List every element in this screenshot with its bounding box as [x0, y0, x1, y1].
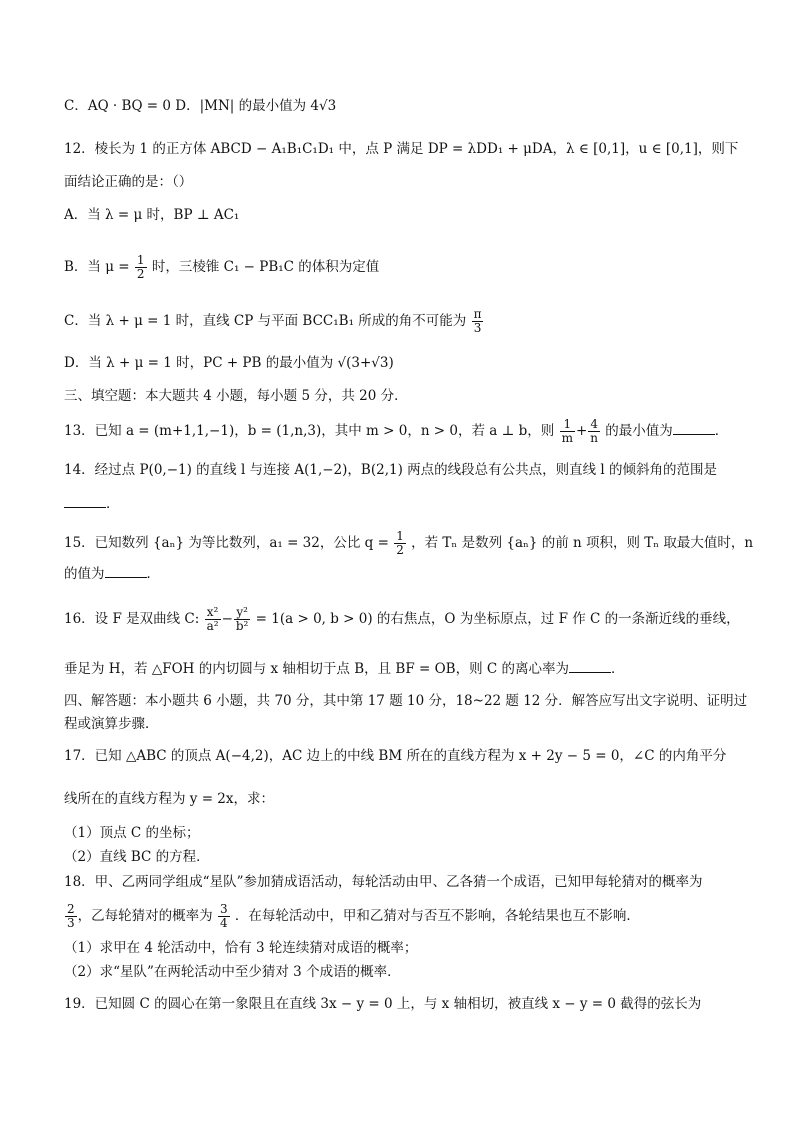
fraction-1-over-m [560, 418, 575, 445]
fraction-numerator: y² [234, 606, 251, 620]
fraction-one-half [394, 530, 406, 557]
q12-option-d-text: D．当 λ + μ = 1 时，PC + PB 的最小值为 √(3+√3) [64, 355, 394, 371]
q14-text: 14．经过点 P(0,−1) 的直线 l 与连接 A(1,−2)，B(2,1) 两点的线段总有公共点，则直线 l 的倾斜角的范围是 [64, 462, 718, 478]
q12-option-a-text: A．当 λ = μ 时，BP ⊥ AC₁ [64, 207, 240, 223]
answer-blank[interactable] [569, 660, 611, 673]
q18-text: 18．甲、乙两同学组成“星队”参加猜成语活动，每轮活动由甲、乙各猜一个成语，已知甲每轮猜对的概率为 [64, 874, 703, 890]
fraction-numerator: 1 [560, 418, 575, 432]
q18-part2-text: （2）求“星队”在两轮活动中至少猜对 3 个成语的概率． [64, 964, 401, 980]
q11-option-text: C．AQ · BQ = 0 D．|MN| 的最小值为 4√3 [64, 98, 337, 114]
section-four-heading-2 [64, 714, 744, 734]
q16-text-c: 垂足为 H，若 △FOH 的内切圆与 x 轴相切于点 B，且 BF = OB，则 C 的离心率为 [64, 661, 570, 677]
answer-blank[interactable] [673, 422, 715, 435]
q15-text-a: 15．已知数列 {aₙ} 为等比数列，a₁ = 32，公比 q = [64, 535, 389, 551]
fraction-4-over-n [588, 418, 600, 445]
q18-part1 [64, 938, 744, 958]
fraction-denominator: 2 [396, 543, 404, 557]
q15-line2: 的值为 ． [64, 566, 160, 582]
q17-line1 [64, 746, 744, 766]
q13-text-a: 13．已知 a = (m+1,1,−1)，b = (1,n,3)，其中 m > 0，n > 0，若 a ⊥ b，则 [64, 423, 555, 439]
fraction-three-fourths [218, 903, 230, 930]
q13-text-b: 的最小值为 [605, 423, 673, 439]
q15-text-c: 的值为 [64, 566, 105, 582]
fraction-numerator: 1 [396, 529, 404, 543]
q12-stem-text: 12．棱长为 1 的正方体 ABCD − A₁B₁C₁D₁ 中，点 P 满足 DP = λDD₁ + μDA，λ ∈ [0,1]，u ∈ [0,1]，则下 [64, 141, 739, 157]
q15-line1 [64, 529, 754, 557]
q12-option-c-text: C．当 λ + μ = 1 时，直线 CP 与平面 BCC₁B₁ 所成的角不可能为 [64, 313, 467, 329]
q17-part2 [64, 847, 744, 867]
q16-line1: 16．设 F 是双曲线 C: $\frac{\text{x²}}{\text{a²}}$ − $\frac{\text{y²}}{\text{b²}}$ = 1(a > 0, b > 0) 的右焦点，O 为坐标原点，过 F 作 C 的一条渐近线的垂线， [64, 605, 740, 633]
q16-text-b: = 1(a > 0, b > 0) 的右焦点，O 为坐标原点，过 F 作 C 的一条渐近线的垂线， [255, 611, 740, 627]
fraction-numerator: 2 [67, 902, 75, 916]
fraction-numerator: 4 [588, 418, 600, 432]
fraction-denominator: n [590, 431, 598, 445]
q15-text-b: ，若 Tₙ 是数列 {aₙ} 的前 n 项积，则 Tₙ 取最大值时，n [411, 535, 754, 551]
q18-line1 [64, 872, 744, 892]
section-four-text-2: 程或演算步骤． [64, 716, 159, 732]
fraction-one-half [135, 254, 147, 281]
fraction-pi-third [472, 308, 484, 335]
q12-stem-text-2: 面结论正确的是：（） [64, 174, 193, 190]
q18-text-b: ．在每轮活动中，甲和乙猜对与否互不影响，各轮结果也互不影响． [234, 908, 640, 924]
q18-part2 [64, 962, 744, 982]
q19-text: 19．已知圆 C 的圆心在第一象限且在直线 3x − y = 0 上，与 x 轴相切，被直线 x − y = 0 截得的弦长为 [64, 996, 702, 1012]
q14-end: ． [106, 496, 120, 512]
q14-line2 [64, 494, 744, 514]
q17-part2-text: （2）直线 BC 的方程． [64, 849, 210, 865]
fraction-denominator: 3 [67, 916, 75, 930]
q17-text-2: 线所在的直线方程为 y = 2x，求： [64, 791, 275, 807]
q18-part1-text: （1）求甲在 4 轮活动中，恰有 3 轮连续猜对成语的概率； [64, 940, 418, 956]
section-four-text: 四、解答题：本小题共 6 小题，共 70 分，其中第 17 题 10 分，18~22 题 12 分．解答应写出文字说明、证明过 [64, 693, 748, 709]
q14-line1 [64, 460, 744, 480]
q18-line2 [64, 903, 744, 930]
fraction-two-thirds [65, 903, 77, 930]
q16-line2: 垂足为 H，若 △FOH 的内切圆与 x 轴相切于点 B，且 BF = OB，则 C 的离心率为 ． [64, 661, 625, 677]
fraction-denominator: 2 [136, 267, 145, 281]
fraction-denominator: 4 [219, 916, 228, 930]
fraction-denominator: m [561, 431, 573, 445]
q12-option-b-text-a: B．当 μ = [64, 259, 130, 275]
q12-stem-line2 [64, 172, 744, 192]
q19-line1 [64, 994, 744, 1014]
fraction-denominator: 3 [473, 321, 482, 335]
q16-text-a: 16．设 F 是双曲线 C: [64, 611, 200, 627]
fraction-denominator: b² [235, 619, 249, 633]
q12-option-b [64, 254, 744, 281]
fraction-x2-a2 [205, 606, 221, 633]
answer-blank[interactable] [105, 565, 147, 578]
q11-options-cd [64, 96, 744, 116]
fraction-numerator: x² [205, 606, 221, 620]
fraction-numerator: 3 [219, 902, 228, 916]
q17-line2 [64, 789, 744, 809]
fraction-denominator: a² [206, 619, 219, 633]
section-three-text: 三、填空题：本大题共 4 小题，每小题 5 分，共 20 分． [64, 388, 408, 404]
q17-text: 17．已知 △ABC 的顶点 A(−4,2)，AC 边上的中线 BM 所在的直线方程为 x + 2y − 5 = 0，∠C 的内角平分 [64, 748, 727, 764]
q13: 13．已知 a = (m+1,1,−1)，b = (1,n,3)，其中 m > 0，n > 0，若 a ⊥ b，则 $\frac{1}{m}$ + $\frac{4}{n}$ 的最小值为 ． [64, 417, 729, 445]
fraction-numerator: 1 [136, 253, 145, 267]
fraction-y2-b2 [234, 606, 251, 633]
fraction-numerator: π [473, 307, 482, 321]
answer-blank[interactable] [64, 495, 106, 508]
q12-stem-line1 [64, 139, 744, 159]
q12-option-b-text-b: 时，三棱锥 C₁ − PB₁C 的体积为定值 [151, 259, 380, 275]
q12-option-a [64, 205, 744, 225]
q12-option-c [64, 308, 744, 335]
q17-part1 [64, 823, 744, 843]
section-three-heading [64, 386, 744, 406]
section-four-heading-1 [64, 691, 748, 711]
q17-part1-text: （1）顶点 C 的坐标； [64, 825, 200, 841]
q18-text-a: ，乙每轮猜对的概率为 [77, 908, 213, 924]
q12-option-d [64, 353, 744, 373]
